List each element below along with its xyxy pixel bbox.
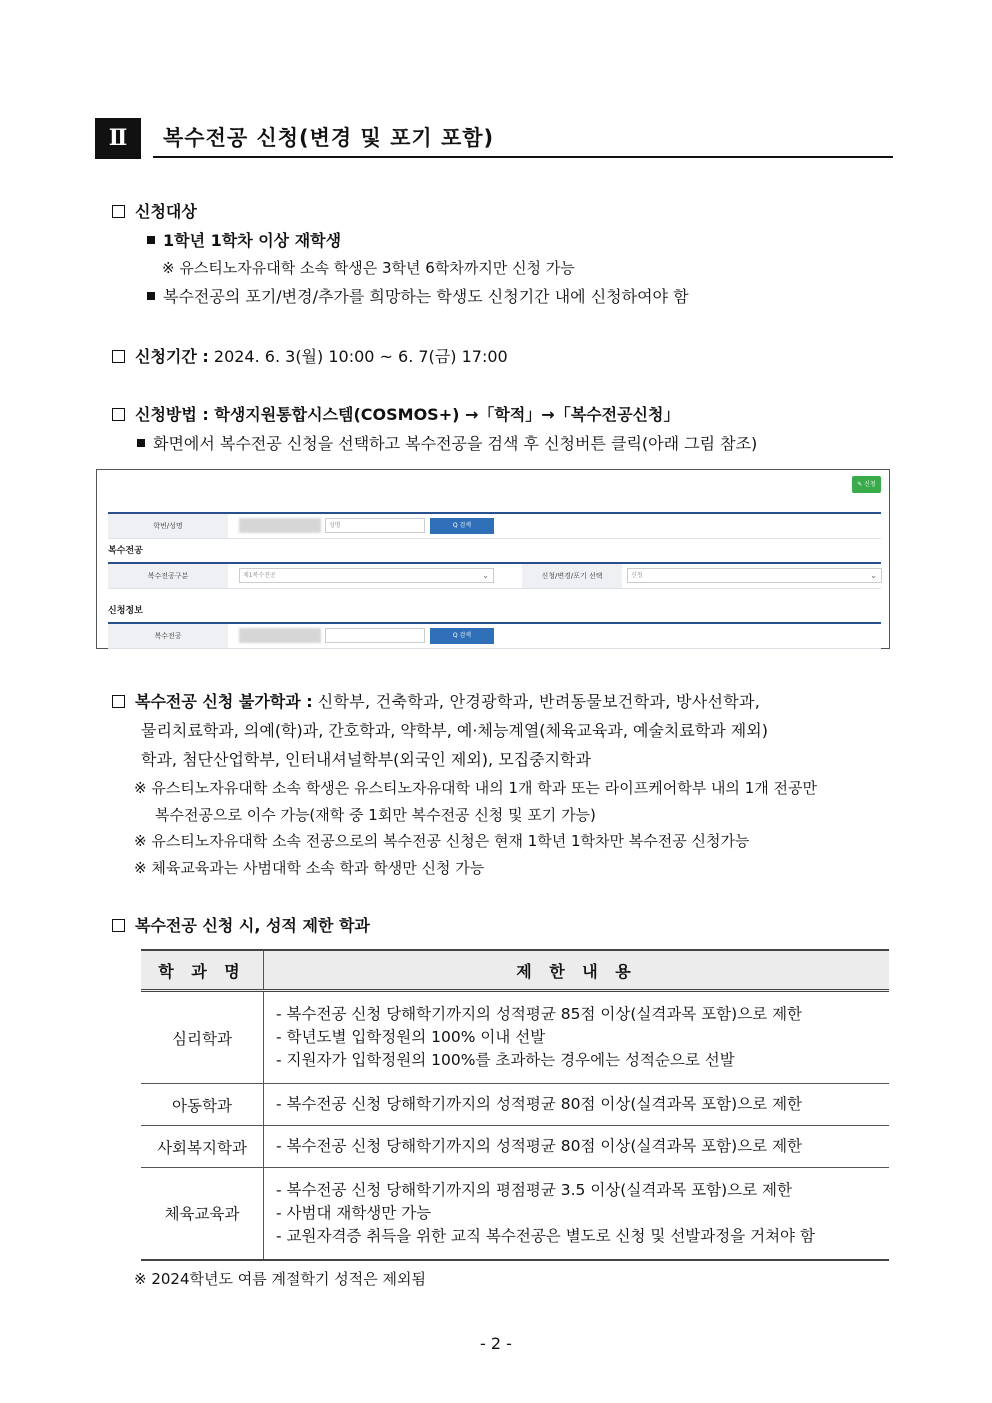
double-major-row bbox=[108, 562, 881, 589]
content-line: - 지원자가 입학정원의 100%를 초과하는 경우에는 성적순으로 선발 bbox=[276, 1051, 735, 1069]
apply-button[interactable]: ✎ 신청 bbox=[852, 476, 881, 493]
content-line: - 복수전공 신청 당해학기까지의 성적평균 80점 이상(실격과목 포함)으로 제한 bbox=[276, 1095, 803, 1113]
content-line: - 교원자격증 취득을 위한 교직 복수전공은 별도로 신청 및 선발과정을 거쳐야 함 bbox=[276, 1226, 815, 1245]
period-value: 2024. 6. 3(월) 10:00 ~ 6. 7(금) 17:00 bbox=[213, 347, 508, 366]
checkbox-icon bbox=[112, 205, 125, 218]
target-item-1: 1학년 1학차 이상 재학생 bbox=[163, 231, 342, 250]
checkbox-icon bbox=[112, 350, 125, 363]
major-code-field bbox=[239, 628, 321, 643]
column-dept: 학 과 명 bbox=[141, 950, 264, 991]
table-header-row bbox=[141, 950, 889, 991]
content-line: - 사범대 재학생만 가능 bbox=[276, 1203, 432, 1222]
content-line: - 복수전공 신청 당해학기까지의 성적평균 85점 이상(실격과목 포함)으로 제한 bbox=[276, 1005, 803, 1023]
action-select[interactable]: 신청 ⌄ bbox=[627, 568, 882, 583]
excluded-note-1b: 복수전공으로 이수 가능(재학 중 1회만 복수전공 신청 및 포기 가능) bbox=[155, 806, 596, 824]
checkbox-icon bbox=[112, 919, 125, 932]
content-line: - 복수전공 신청 당해학기까지의 성적평균 80점 이상(실격과목 포함)으로 제한 bbox=[276, 1137, 803, 1155]
period-heading: 신청기간 : bbox=[135, 347, 209, 366]
excluded-note-2: ※ 유스티노자유대학 소속 전공으로의 복수전공 신청은 현재 1학년 1학차만 복수전공 신청가능 bbox=[134, 832, 750, 850]
dept-cell: 사회복지학과 bbox=[141, 1126, 264, 1168]
student-label: 학번/성명 bbox=[108, 514, 228, 538]
content-cell bbox=[264, 1126, 890, 1168]
search-button-2[interactable]: Q 검색 bbox=[430, 628, 494, 644]
target-note-1: ※ 유스티노자유대학 소속 학생은 3학년 6학차까지만 신청 가능 bbox=[162, 259, 575, 277]
checkbox-icon bbox=[112, 408, 125, 421]
chevron-down-icon: ⌄ bbox=[870, 571, 877, 580]
method-heading-row bbox=[112, 402, 679, 425]
table-row bbox=[141, 1168, 889, 1260]
section-underline bbox=[153, 156, 893, 158]
target-heading-row bbox=[112, 199, 197, 222]
method-item-1-row bbox=[137, 431, 757, 454]
table-row bbox=[141, 1084, 889, 1126]
excluded-line-3: 학과, 첨단산업학부, 인터내셔널학부(외국인 제외), 모집중지학과 bbox=[141, 750, 591, 769]
content-line: - 복수전공 신청 당해학기까지의 평점평균 3.5 이상(실격과목 포함)으로 제한 bbox=[276, 1180, 792, 1199]
dept-cell: 체육교육과 bbox=[141, 1168, 264, 1260]
target-heading: 신청대상 bbox=[135, 202, 197, 221]
type-select[interactable]: 제1복수전공 ⌄ bbox=[239, 568, 494, 583]
target-item-1-row bbox=[147, 228, 341, 251]
table-row bbox=[141, 991, 889, 1084]
chevron-down-icon: ⌄ bbox=[482, 571, 489, 580]
excluded-heading: 복수전공 신청 불가학과 : bbox=[135, 692, 313, 711]
major-name-field[interactable] bbox=[325, 628, 425, 643]
method-item-1: 화면에서 복수전공 신청을 선택하고 복수전공을 검색 후 신청버튼 클릭(아래 그림 참조) bbox=[153, 434, 758, 453]
action-label: 신청/변경/포기 선택 bbox=[522, 564, 622, 588]
application-screenshot bbox=[96, 469, 890, 649]
method-heading: 신청방법 : 학생지원통합시스템(COSMOS+) →「학적」→「복수전공신청」 bbox=[135, 405, 680, 424]
grade-limit-table bbox=[141, 949, 889, 1261]
bullet-square-icon bbox=[147, 292, 155, 300]
content-cell bbox=[264, 991, 890, 1084]
bullet-square-icon bbox=[147, 236, 155, 244]
excluded-line-2: 물리치료학과, 의예(학)과, 간호학과, 약학부, 예·체능계열(체육교육과, 예술치료학과 제외) bbox=[141, 721, 768, 740]
major-row bbox=[108, 622, 881, 649]
section-number: Ⅱ bbox=[95, 118, 141, 159]
name-field[interactable]: 성명 bbox=[325, 518, 425, 533]
period-row bbox=[112, 344, 508, 367]
section-header bbox=[95, 118, 893, 160]
checkbox-icon bbox=[112, 695, 125, 708]
major-label: 복수전공 bbox=[108, 624, 228, 648]
grade-limit-heading: 복수전공 신청 시, 성적 제한 학과 bbox=[135, 916, 370, 935]
page-number: - 2 - bbox=[480, 1334, 512, 1353]
table-row bbox=[141, 1126, 889, 1168]
excluded-note-1a: ※ 유스티노자유대학 소속 학생은 유스티노자유대학 내의 1개 학과 또는 라이프케어학부 내의 1개 전공만 bbox=[134, 779, 817, 797]
excluded-row-1 bbox=[112, 689, 760, 712]
dept-cell: 심리학과 bbox=[141, 991, 264, 1084]
excluded-note-3: ※ 체육교육과는 사범대학 소속 학과 학생만 신청 가능 bbox=[134, 859, 485, 877]
section-double-major: 복수전공 bbox=[108, 546, 143, 556]
content-cell bbox=[264, 1084, 890, 1126]
bullet-square-icon bbox=[137, 439, 145, 447]
dept-cell: 아동학과 bbox=[141, 1084, 264, 1126]
target-item-2-row bbox=[147, 284, 689, 307]
type-label: 복수전공구분 bbox=[108, 564, 228, 588]
excluded-line-1: 신학부, 건축학과, 안경광학과, 반려동물보건학과, 방사선학과, bbox=[317, 692, 761, 711]
grade-limit-heading-row bbox=[112, 913, 370, 936]
student-id-field bbox=[239, 518, 321, 533]
content-cell bbox=[264, 1168, 890, 1260]
column-content: 제 한 내 용 bbox=[264, 950, 890, 991]
grade-limit-note: ※ 2024학년도 여름 계절학기 성적은 제외됨 bbox=[134, 1270, 426, 1288]
section-apply-info: 신청정보 bbox=[108, 606, 143, 616]
search-button[interactable]: Q 검색 bbox=[430, 518, 494, 534]
section-title: 복수전공 신청(변경 및 포기 포함) bbox=[163, 126, 495, 150]
content-line: - 학년도별 입학정원의 100% 이내 선발 bbox=[276, 1028, 546, 1046]
student-row bbox=[108, 512, 881, 539]
target-item-2: 복수전공의 포기/변경/추가를 희망하는 학생도 신청기간 내에 신청하여야 함 bbox=[163, 287, 689, 306]
